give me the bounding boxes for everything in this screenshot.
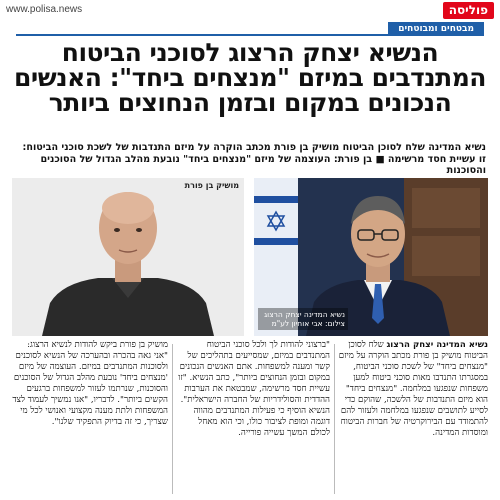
portrait-ben-porat-illustration	[12, 178, 244, 336]
polisa-logo[interactable]: פוליסה	[443, 2, 494, 19]
section-bar	[16, 22, 484, 36]
article-text-col3: מושיק בן פורת ביקש להודות לנשיא הרצוג: "אני גאה בהכרה ובהערכה של הנשיא לסוכנים ולסוכנות המתנדבים במיזם. העוצמה של מיזם 'מנצחים ביחד' נובעת מהלב הגדול של הסוכנים והסוכנות, שנרתמו לעזור למשפחות ברגעים הקשים ביותר". לדבריו, "אנו נמשיך לעמוד לצד המשפחות ולתת מענה מקצועי ואנושי לכל מי שצריך, כי זה בדיוק התפקיד שלנו".	[12, 340, 168, 427]
article-column-2	[176, 340, 330, 500]
portrait-photo-herzog	[254, 178, 488, 336]
article-text-col2: "ברצוני להודות לך ולכל סוכני הביטוח המתנדבים במיזם, שמסייעים בתהליכים של קשר ומענה למשפחות. אתם האנשים הנכונים במקום ובזמן הנחוצים ביותר", כתב הנשיא. "זו עשיית חסד מרשימה, שמבטאת את הערבות ההדדית והסולידריות של החברה הישראלית". הנשיא הוסיף כי פעילות המתנדבים מהווה דוגמה ומופת לציבור כולו, וכי הוא מאחל לכולם המשך עשייה פורייה.	[178, 340, 330, 438]
site-url[interactable]: www.polisa.news	[6, 4, 83, 15]
photo-credit-left: מושיק בן פורת	[184, 181, 239, 190]
column-divider	[172, 344, 173, 494]
subheadline: נשיא המדינה שלח לסוכן הביטוח מושיק בן פורת מכתב הוקרה על מיזם התנדבות של לשכת סוכני הביטוח: זו עשיית חסד מרשימה ■ בן פורת: העוצמה של מיזם "מנצחים ביחד" נובעת מהלב הגדול של הסוכנים והסוכנות	[22, 142, 486, 176]
photo-caption-herzog: נשיא המדינה יצחק הרצוג צילום: אבי אוחיון לע"מ	[258, 308, 348, 330]
top-bar	[0, 0, 500, 22]
portrait-photo-ben-porat	[12, 178, 244, 336]
column-divider	[334, 344, 335, 494]
section-label: מבטחים ומבוטחים	[388, 22, 484, 36]
article-column-3	[12, 340, 168, 500]
article-text-col1: שלח לסוכן הביטוח מושיק בן פורת מכתב הוקרה על מיזם "מנצחים ביחד" של לשכת סוכני הביטוח, במסגרתו התנדבו מאות סוכני ביטוח למען משפחות שנפגעו במלחמה. "מנצחים ביחד" הוא מיזם התנדבות של הלשכה, שהוקם כדי לסייע לתושבים שנפגעו במלחמה ולעזור להם להתמודד עם הבירוקרטיה של חברות הביטוח ומוסדות המדינה.	[338, 340, 488, 438]
article-column-1	[338, 340, 488, 500]
article-lead-name: נשיא המדינה יצחק הרצוג	[386, 340, 488, 350]
headline: הנשיא יצחק הרצוג לסוכני הביטוח המתנדבים במיזם "מנצחים ביחד": האנשים הנכונים במקום ובזמן הנחוצים ביותר	[14, 38, 486, 117]
